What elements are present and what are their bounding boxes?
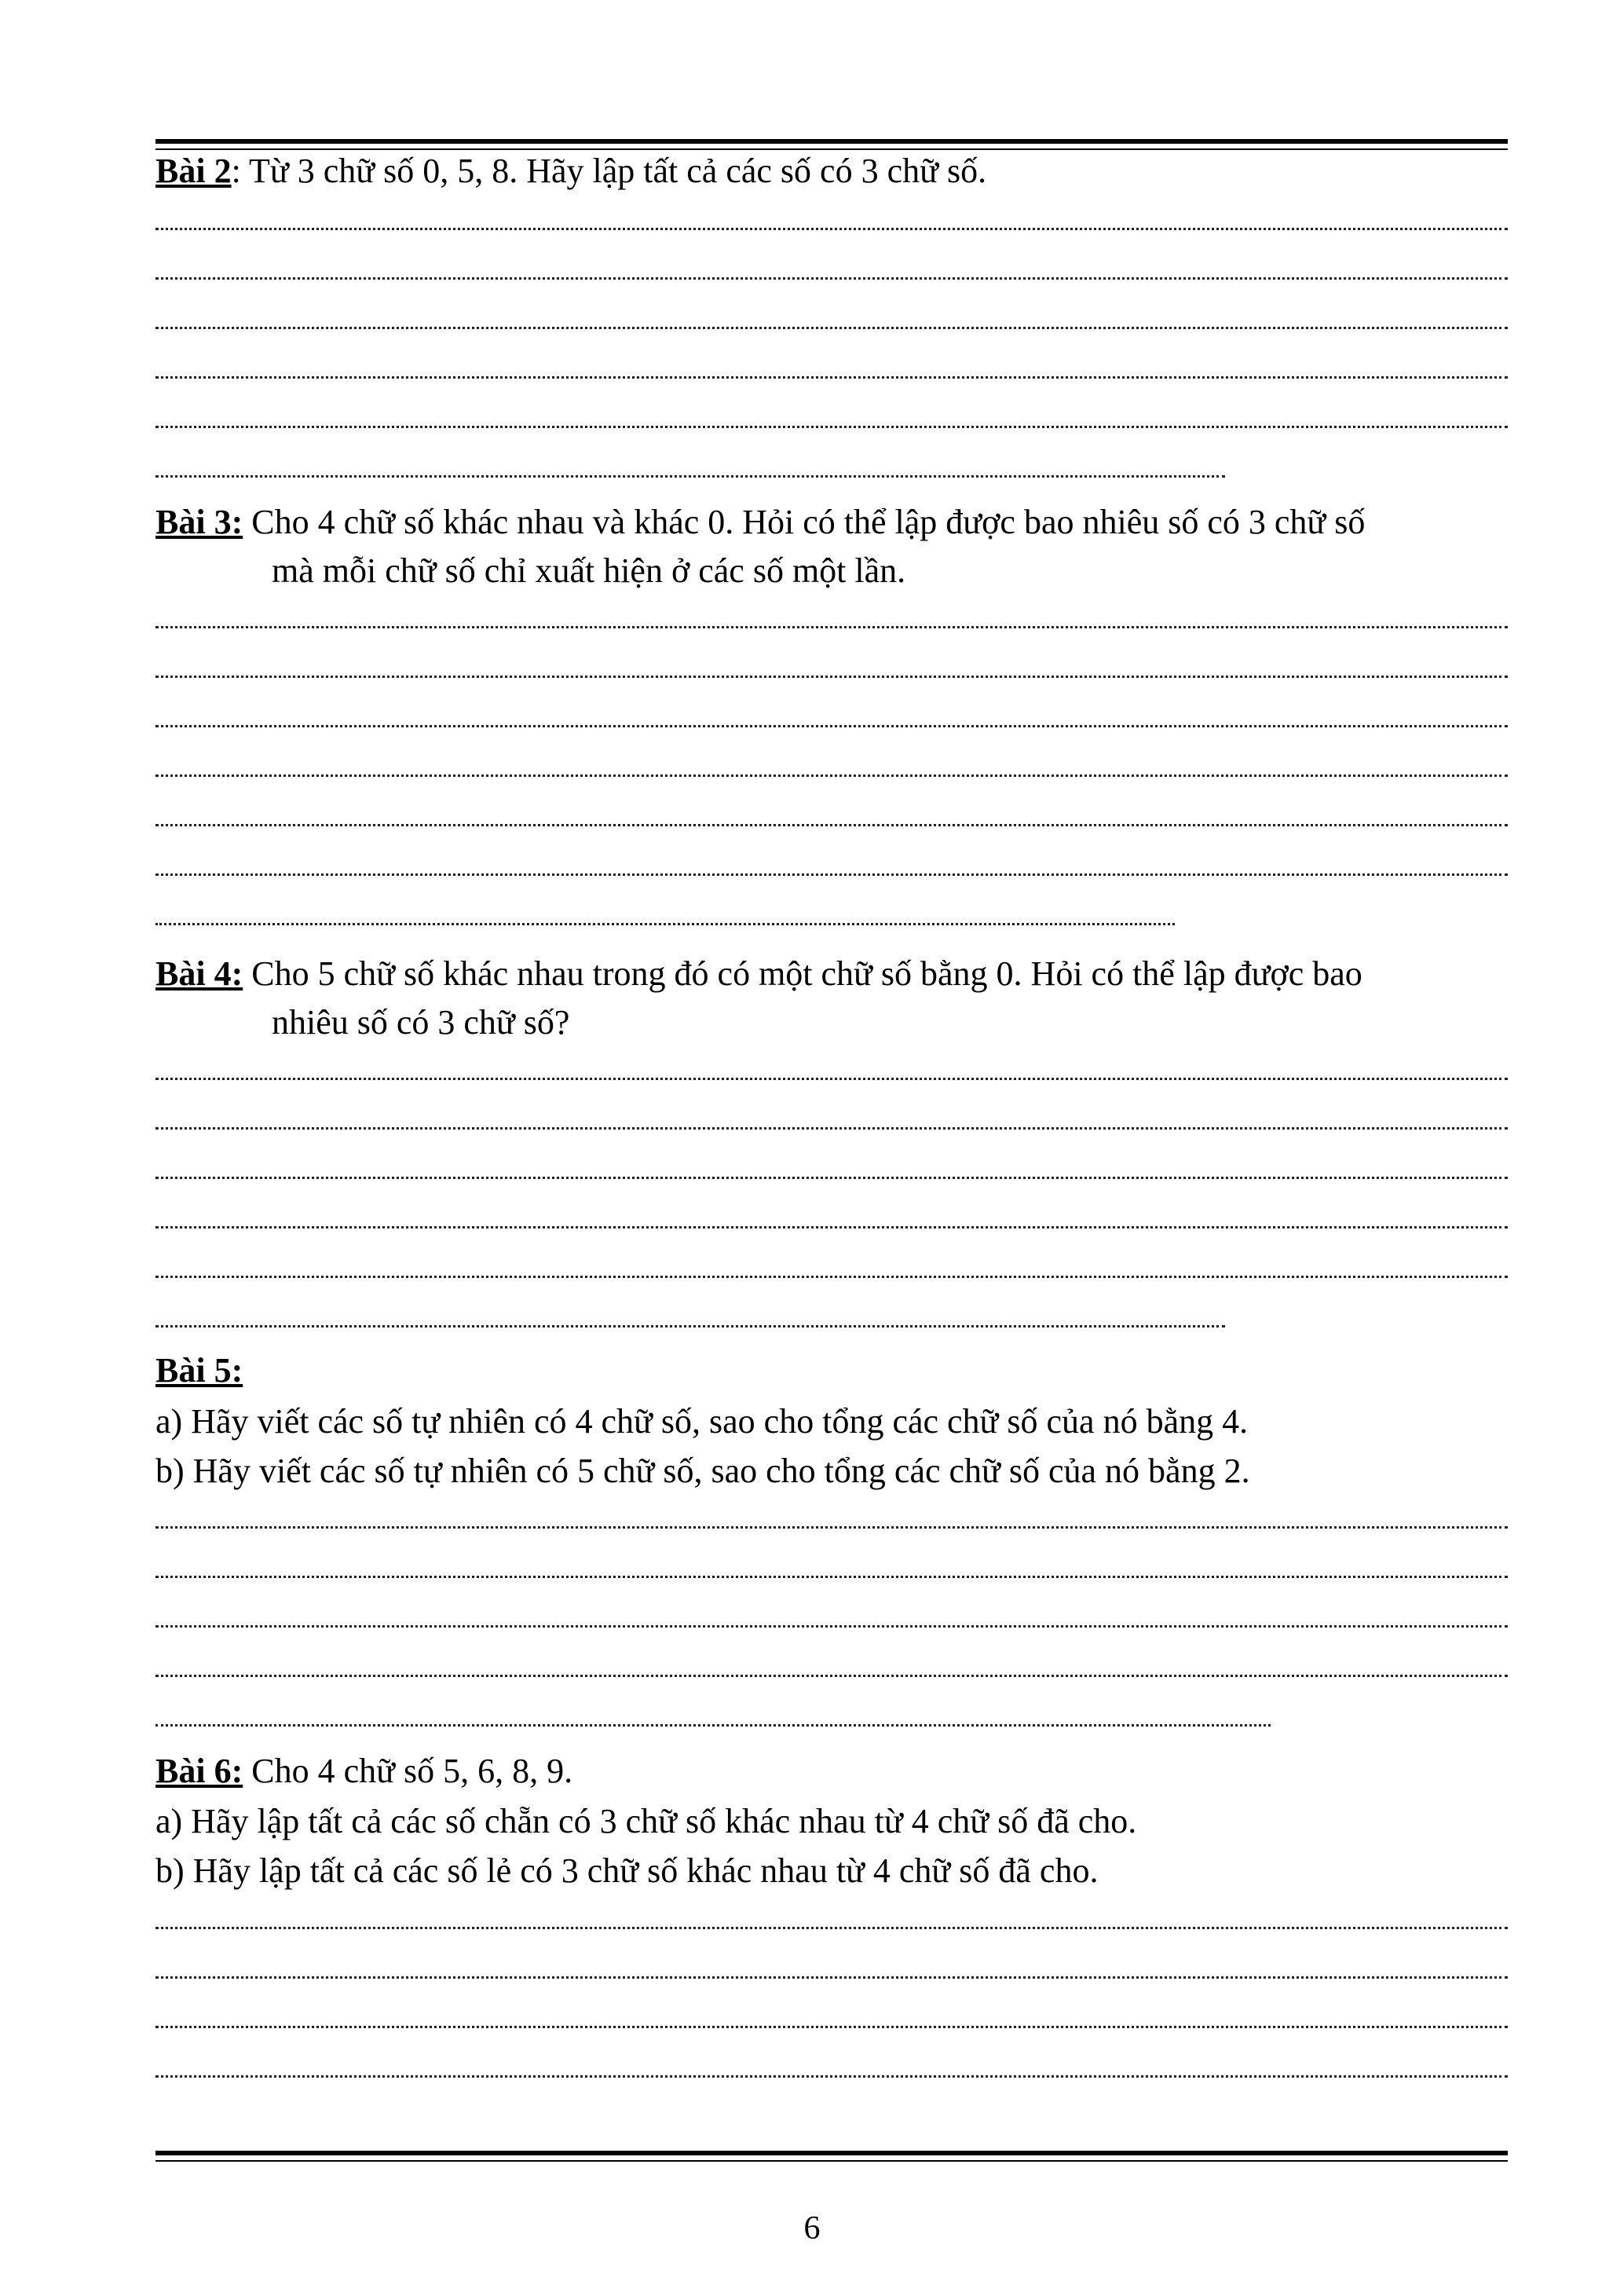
exercise-5-text-b: b) Hãy viết các số tự nhiên có 5 chữ số, sao cho tổng các chữ số của nó bằng 2. xyxy=(155,1452,1250,1490)
exercise-4-label: Bài 4: xyxy=(155,954,243,993)
answer-line[interactable] xyxy=(155,1078,1508,1080)
answer-line[interactable] xyxy=(155,676,1508,678)
answer-line[interactable] xyxy=(155,725,1508,727)
exercise-5-label: Bài 5: xyxy=(155,1351,243,1390)
answer-line[interactable] xyxy=(155,475,1225,478)
exercise-2-label: Bài 2 xyxy=(155,152,232,190)
exercise-2-heading: Bài 2: Từ 3 chữ số 0, 5, 8. Hãy lập tất cả các số có 3 chữ số. xyxy=(155,152,987,190)
answer-line[interactable] xyxy=(155,1625,1508,1628)
answer-line[interactable] xyxy=(155,923,1175,925)
exercise-6-heading xyxy=(155,1752,572,1791)
exercise-6-text: Cho 4 chữ số 5, 6, 8, 9. xyxy=(251,1752,573,1790)
answer-line[interactable] xyxy=(155,1127,1508,1130)
answer-line[interactable] xyxy=(155,1276,1508,1278)
exercise-3-heading xyxy=(155,503,1365,542)
answer-line[interactable] xyxy=(155,2075,1508,2078)
answer-line[interactable] xyxy=(155,1226,1508,1229)
answer-line[interactable] xyxy=(155,626,1508,628)
answer-line[interactable] xyxy=(155,426,1508,428)
answer-line[interactable] xyxy=(155,376,1508,379)
bottom-double-rule xyxy=(155,2151,1508,2162)
exercise-6-label: Bài 6: xyxy=(155,1752,243,1790)
answer-line[interactable] xyxy=(155,1675,1508,1677)
answer-line[interactable] xyxy=(155,1576,1508,1578)
answer-line[interactable] xyxy=(155,2026,1508,2028)
answer-line[interactable] xyxy=(155,327,1508,329)
answer-line[interactable] xyxy=(155,1177,1508,1179)
answer-line[interactable] xyxy=(155,1724,1271,1727)
exercise-4-heading xyxy=(155,954,1362,994)
answer-line[interactable] xyxy=(155,1325,1225,1327)
answer-line[interactable] xyxy=(155,1526,1508,1529)
answer-line[interactable] xyxy=(155,1927,1508,1929)
answer-line[interactable] xyxy=(155,1976,1508,1979)
answer-line[interactable] xyxy=(155,228,1508,230)
answer-line[interactable] xyxy=(155,277,1508,280)
top-double-rule xyxy=(155,139,1508,150)
answer-line[interactable] xyxy=(155,774,1508,777)
answer-line[interactable] xyxy=(155,873,1508,876)
exercise-4-text-2: nhiêu số có 3 chữ số? xyxy=(272,1003,570,1042)
exercise-5-heading xyxy=(155,1351,243,1390)
exercise-3-text-1: Cho 4 chữ số khác nhau và khác 0. Hỏi có thể lập được bao nhiêu số có 3 chữ số xyxy=(251,503,1366,541)
exercise-6-text-b: b) Hãy lập tất cả các số lẻ có 3 chữ số khác nhau từ 4 chữ số đã cho. xyxy=(155,1851,1099,1890)
exercise-3-text-2: mà mỗi chữ số chỉ xuất hiện ở các số một lần. xyxy=(272,551,906,590)
exercise-2-text: Từ 3 chữ số 0, 5, 8. Hãy lập tất cả các số có 3 chữ số. xyxy=(249,152,987,190)
exercise-4-text-1: Cho 5 chữ số khác nhau trong đó có một chữ số bằng 0. Hỏi có thể lập được bao xyxy=(251,954,1362,993)
exercise-5-text-a: a) Hãy viết các số tự nhiên có 4 chữ số, sao cho tổng các chữ số của nó bằng 4. xyxy=(155,1402,1249,1441)
answer-line[interactable] xyxy=(155,824,1508,826)
exercise-6-text-a: a) Hãy lập tất cả các số chẵn có 3 chữ số khác nhau từ 4 chữ số đã cho. xyxy=(155,1802,1137,1840)
exercise-3-label: Bài 3: xyxy=(155,503,243,541)
page-number: 6 xyxy=(803,2210,821,2247)
